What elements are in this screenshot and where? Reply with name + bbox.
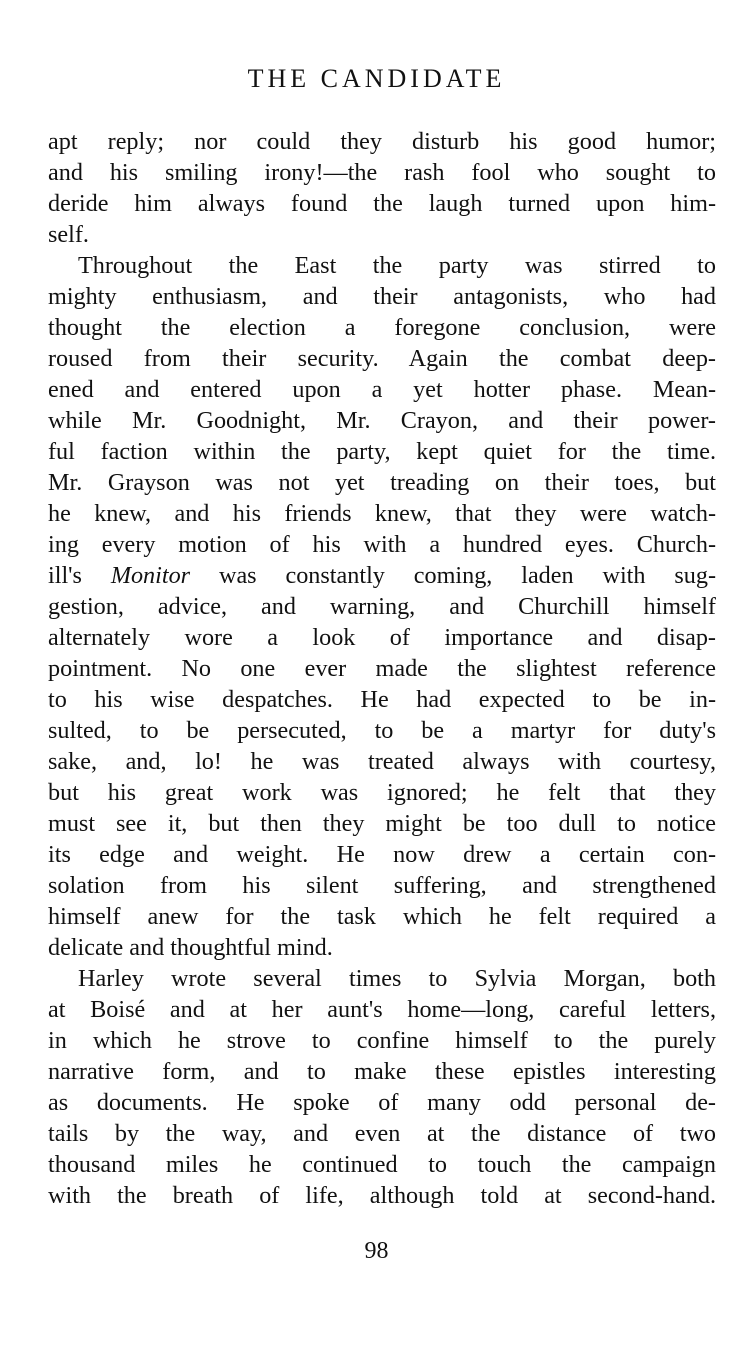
text-line: ened and entered upon a yet hotter phase. Mean- <box>48 376 716 403</box>
text-line: alternately wore a look of importance and disap- <box>48 624 716 651</box>
text-line: thought the election a foregone conclusion, were <box>48 314 716 341</box>
text-line: and his smiling irony!—the rash fool who sought to <box>48 159 716 186</box>
text-line: with the breath of life, although told at second-hand. <box>48 1182 716 1209</box>
text-line: delicate and thoughtful mind. <box>48 934 333 961</box>
text-line: pointment. No one ever made the slightest reference <box>48 655 716 682</box>
body-text <box>48 126 716 1211</box>
text-line: gestion, advice, and warning, and Churchill himself <box>48 593 716 620</box>
text-line: apt reply; nor could they disturb his good humor; <box>48 128 716 155</box>
text-line: its edge and weight. He now drew a certain con- <box>48 841 716 868</box>
text-line: but his great work was ignored; he felt that they <box>48 779 716 806</box>
italic-title: Monitor <box>110 562 191 589</box>
text-line: while Mr. Goodnight, Mr. Crayon, and their power- <box>48 407 716 434</box>
text-line: ing every motion of his with a hundred eyes. Church- <box>48 531 716 558</box>
text-line: he knew, and his friends knew, that they were watch- <box>48 500 716 527</box>
text-line: must see it, but then they might be too dull to notice <box>48 810 716 837</box>
text-line: solation from his silent suffering, and strengthened <box>48 872 716 899</box>
text-line: sulted, to be persecuted, to be a martyr for duty's <box>48 717 716 744</box>
text-line: deride him always found the laugh turned upon him- <box>48 190 716 217</box>
text-line: Mr. Grayson was not yet treading on their toes, but <box>48 469 716 496</box>
text-line: self. <box>48 221 89 248</box>
text-line: sake, and, lo! he was treated always with courtesy, <box>48 748 716 775</box>
text-line: in which he strove to confine himself to the purely <box>48 1027 716 1054</box>
text-line-with-italic: ill's Monitor was constantly coming, laden with sug- <box>48 562 717 589</box>
text-line: ful faction within the party, kept quiet for the time. <box>48 438 716 465</box>
page-number: 98 <box>364 1238 389 1264</box>
text-line: mighty enthusiasm, and their antagonists, who had <box>48 283 716 310</box>
running-head-title: THE CANDIDATE <box>247 64 506 93</box>
text-line: Throughout the East the party was stirred to <box>78 252 716 279</box>
text-line: himself anew for the task which he felt required a <box>48 903 716 930</box>
text-line: Harley wrote several times to Sylvia Morgan, both <box>78 965 716 992</box>
text-line: roused from their security. Again the combat deep- <box>48 345 716 372</box>
text-line: at Boisé and at her aunt's home—long, careful letters, <box>48 996 716 1023</box>
text-line: tails by the way, and even at the distance of two <box>48 1120 716 1147</box>
text-line: narrative form, and to make these epistles interesting <box>48 1058 716 1085</box>
text-line: as documents. He spoke of many odd personal de- <box>48 1089 716 1116</box>
text-line: thousand miles he continued to touch the campaign <box>48 1151 716 1178</box>
text-line: to his wise despatches. He had expected to be in- <box>48 686 716 713</box>
